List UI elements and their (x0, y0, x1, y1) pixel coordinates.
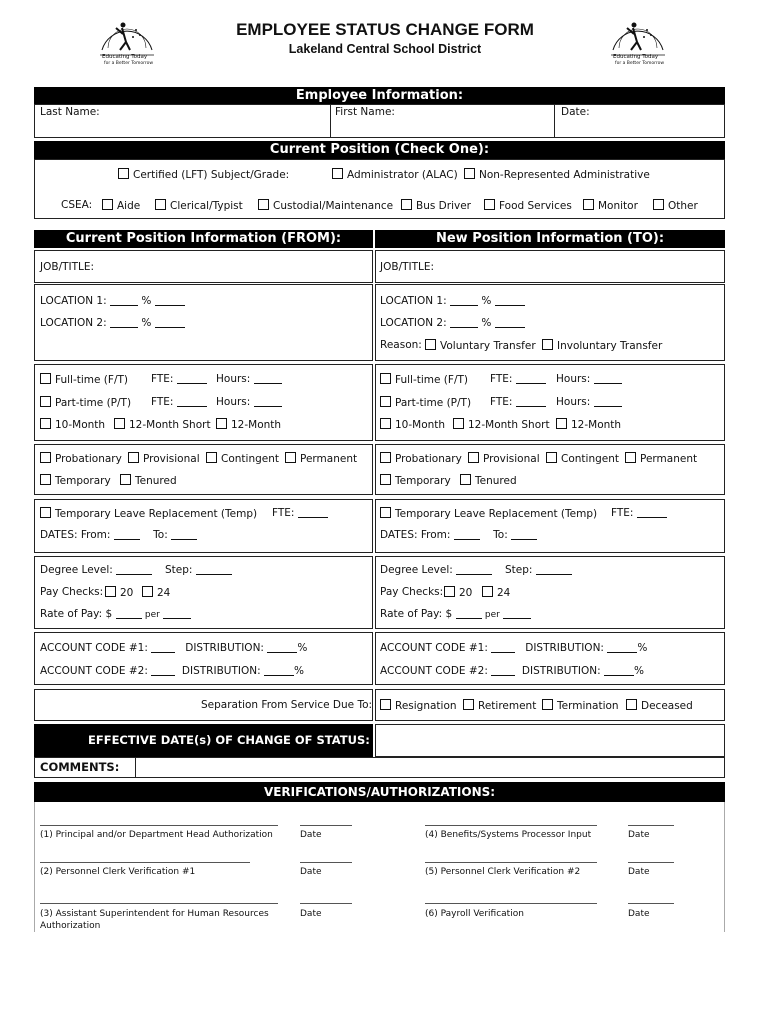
to-job-title[interactable]: JOB/TITLE: (380, 261, 435, 273)
to-location-1[interactable]: LOCATION 1: % (380, 295, 525, 308)
verification-6-date: Date (628, 909, 650, 919)
verifications-heading: VERIFICATIONS/AUTHORIZATIONS: (34, 782, 725, 802)
from-rate-of-pay[interactable]: Rate of Pay: $ per (40, 608, 191, 622)
date-line-5[interactable] (628, 862, 674, 863)
effective-date-input[interactable] (375, 724, 725, 757)
to-ft-fte[interactable]: FTE: (490, 373, 546, 386)
employee-info-heading: Employee Information: (34, 87, 725, 104)
verification-4-date: Date (628, 830, 650, 840)
clerical-checkbox[interactable]: Clerical/Typist (155, 199, 243, 213)
aide-checkbox[interactable]: Aide (102, 199, 140, 213)
logo-motto: Educating Today (102, 54, 148, 60)
from-location-1[interactable]: LOCATION 1: % (40, 295, 185, 308)
transfer-reason: Reason: (380, 339, 422, 351)
non-represented-checkbox[interactable]: Non-Represented Administrative (464, 168, 650, 182)
from-contingent-checkbox[interactable]: Contingent (206, 452, 279, 466)
date-line-4[interactable] (628, 825, 674, 826)
from-account-code-1[interactable]: ACCOUNT CODE #1: DISTRIBUTION: % (40, 642, 308, 654)
verifications-right-border (724, 802, 725, 932)
from-pay-24-checkbox[interactable]: 24 (142, 586, 170, 600)
verification-2-label: (2) Personnel Clerk Verification #1 (40, 867, 196, 877)
date-line-3[interactable] (300, 903, 352, 904)
from-provisional-checkbox[interactable]: Provisional (128, 452, 200, 466)
comments-label: COMMENTS: (40, 760, 120, 774)
custodial-checkbox[interactable]: Custodial/Maintenance (258, 199, 393, 213)
verification-4-label: (4) Benefits/Systems Processor Input (425, 830, 592, 840)
from-probationary-checkbox[interactable]: Probationary (40, 452, 122, 466)
bus-driver-checkbox[interactable]: Bus Driver (401, 199, 471, 213)
from-degree-level[interactable]: Degree Level: (40, 564, 152, 577)
to-10-month-checkbox[interactable]: 10-Month (380, 418, 445, 432)
to-pay-24-checkbox[interactable]: 24 (482, 586, 510, 600)
date-line-2[interactable] (300, 862, 352, 863)
deceased-checkbox[interactable]: Deceased (626, 699, 693, 713)
to-pt-hours[interactable]: Hours: (556, 396, 622, 409)
from-full-time-checkbox[interactable]: Full-time (F/T) (40, 373, 128, 387)
administrator-checkbox[interactable]: Administrator (ALAC) (332, 168, 458, 182)
separation-label: Separation From Service Due To: (201, 699, 373, 711)
food-services-checkbox[interactable]: Food Services (484, 199, 572, 213)
to-account-code-2[interactable]: ACCOUNT CODE #2: DISTRIBUTION: % (380, 665, 644, 677)
to-account-code-1[interactable]: ACCOUNT CODE #1: DISTRIBUTION: % (380, 642, 648, 654)
verification-2-date: Date (300, 867, 322, 877)
from-tenured-checkbox[interactable]: Tenured (120, 474, 177, 488)
from-location-2[interactable]: LOCATION 2: % (40, 317, 185, 330)
to-tenured-checkbox[interactable]: Tenured (460, 474, 517, 488)
verification-1-date: Date (300, 830, 322, 840)
to-temporary-checkbox[interactable]: Temporary (380, 474, 451, 488)
to-rate-of-pay[interactable]: Rate of Pay: $ per (380, 608, 531, 622)
to-temp-fte[interactable]: FTE: (611, 507, 667, 520)
verification-3-label-cont: Authorization (40, 921, 101, 931)
from-step[interactable]: Step: (165, 564, 232, 577)
from-pt-fte[interactable]: FTE: (151, 396, 207, 409)
to-permanent-checkbox[interactable]: Permanent (625, 452, 697, 466)
to-12-month-short-checkbox[interactable]: 12-Month Short (453, 418, 550, 432)
from-temporary-checkbox[interactable]: Temporary (40, 474, 111, 488)
to-location-2[interactable]: LOCATION 2: % (380, 317, 525, 330)
from-pay-20-checkbox[interactable]: 20 (105, 586, 133, 600)
signature-line-3[interactable] (40, 903, 278, 904)
from-temp-dates[interactable]: DATES: From: To: (40, 529, 197, 542)
verification-3-label: (3) Assistant Superintendent for Human Resources (40, 909, 269, 919)
verification-1-label: (1) Principal and/or Department Head Authorization (40, 830, 273, 840)
logo-motto: Educating Today (613, 54, 659, 60)
signature-line-6[interactable] (425, 903, 597, 904)
from-temp-fte[interactable]: FTE: (272, 507, 328, 520)
current-position-heading: Current Position (Check One): (34, 141, 725, 159)
voluntary-transfer-checkbox[interactable]: Voluntary Transfer (425, 339, 536, 353)
to-12-month-checkbox[interactable]: 12-Month (556, 418, 621, 432)
to-step[interactable]: Step: (505, 564, 572, 577)
other-checkbox[interactable]: Other (653, 199, 698, 213)
from-heading: Current Position Information (FROM): (34, 230, 373, 248)
from-part-time-checkbox[interactable]: Part-time (P/T) (40, 396, 131, 410)
termination-checkbox[interactable]: Termination (542, 699, 619, 713)
comments-input[interactable] (136, 758, 724, 777)
logo-motto: for a Better Tomorrow (104, 61, 154, 66)
signature-line-2[interactable] (40, 862, 250, 863)
involuntary-transfer-checkbox[interactable]: Involuntary Transfer (542, 339, 662, 353)
verification-5-date: Date (628, 867, 650, 877)
date-line-6[interactable] (628, 903, 674, 904)
certified-checkbox[interactable]: Certified (LFT) Subject/Grade: (118, 168, 289, 182)
from-pay-checks: Pay Checks: (40, 586, 104, 598)
verifications-left-border (34, 802, 35, 932)
last-name-field[interactable]: Last Name: (40, 106, 100, 118)
date-field[interactable]: Date: (561, 106, 590, 118)
to-provisional-checkbox[interactable]: Provisional (468, 452, 540, 466)
from-12-month-short-checkbox[interactable]: 12-Month Short (114, 418, 211, 432)
to-pt-fte[interactable]: FTE: (490, 396, 546, 409)
from-ft-hours[interactable]: Hours: (216, 373, 282, 386)
monitor-checkbox[interactable]: Monitor (583, 199, 638, 213)
from-10-month-checkbox[interactable]: 10-Month (40, 418, 105, 432)
logo-motto: for a Better Tomorrow (615, 61, 665, 66)
verification-3-date: Date (300, 909, 322, 919)
to-contingent-checkbox[interactable]: Contingent (546, 452, 619, 466)
first-name-field[interactable]: First Name: (335, 106, 395, 118)
effective-date-label: EFFECTIVE DATE(s) OF CHANGE OF STATUS: (88, 733, 370, 747)
from-12-month-checkbox[interactable]: 12-Month (216, 418, 281, 432)
to-temp-leave-checkbox[interactable]: Temporary Leave Replacement (Temp) (380, 507, 597, 521)
from-pt-hours[interactable]: Hours: (216, 396, 282, 409)
verification-5-label: (5) Personnel Clerk Verification #2 (425, 867, 581, 877)
to-full-time-checkbox[interactable]: Full-time (F/T) (380, 373, 468, 387)
retirement-checkbox[interactable]: Retirement (463, 699, 536, 713)
to-part-time-checkbox[interactable]: Part-time (P/T) (380, 396, 471, 410)
date-line-1[interactable] (300, 825, 352, 826)
to-pay-checks: Pay Checks: (380, 586, 444, 598)
from-ft-fte[interactable]: FTE: (151, 373, 207, 386)
to-degree-level[interactable]: Degree Level: (380, 564, 492, 577)
from-temp-leave-checkbox[interactable]: Temporary Leave Replacement (Temp) (40, 507, 257, 521)
to-heading: New Position Information (TO): (375, 230, 725, 248)
form-subtitle: Lakeland Central School District (288, 42, 482, 56)
resignation-checkbox[interactable]: Resignation (380, 699, 457, 713)
from-job-title[interactable]: JOB/TITLE: (40, 261, 95, 273)
signature-line-5[interactable] (425, 862, 597, 863)
signature-line-1[interactable] (40, 825, 278, 826)
to-probationary-checkbox[interactable]: Probationary (380, 452, 462, 466)
csea-label: CSEA: (61, 199, 93, 211)
from-permanent-checkbox[interactable]: Permanent (285, 452, 357, 466)
from-account-code-2[interactable]: ACCOUNT CODE #2: DISTRIBUTION: % (40, 665, 304, 677)
to-temp-dates[interactable]: DATES: From: To: (380, 529, 537, 542)
to-pay-20-checkbox[interactable]: 20 (444, 586, 472, 600)
to-ft-hours[interactable]: Hours: (556, 373, 622, 386)
form-title: EMPLOYEE STATUS CHANGE FORM (236, 20, 534, 39)
signature-line-4[interactable] (425, 825, 597, 826)
verification-6-label: (6) Payroll Verification (425, 909, 524, 919)
